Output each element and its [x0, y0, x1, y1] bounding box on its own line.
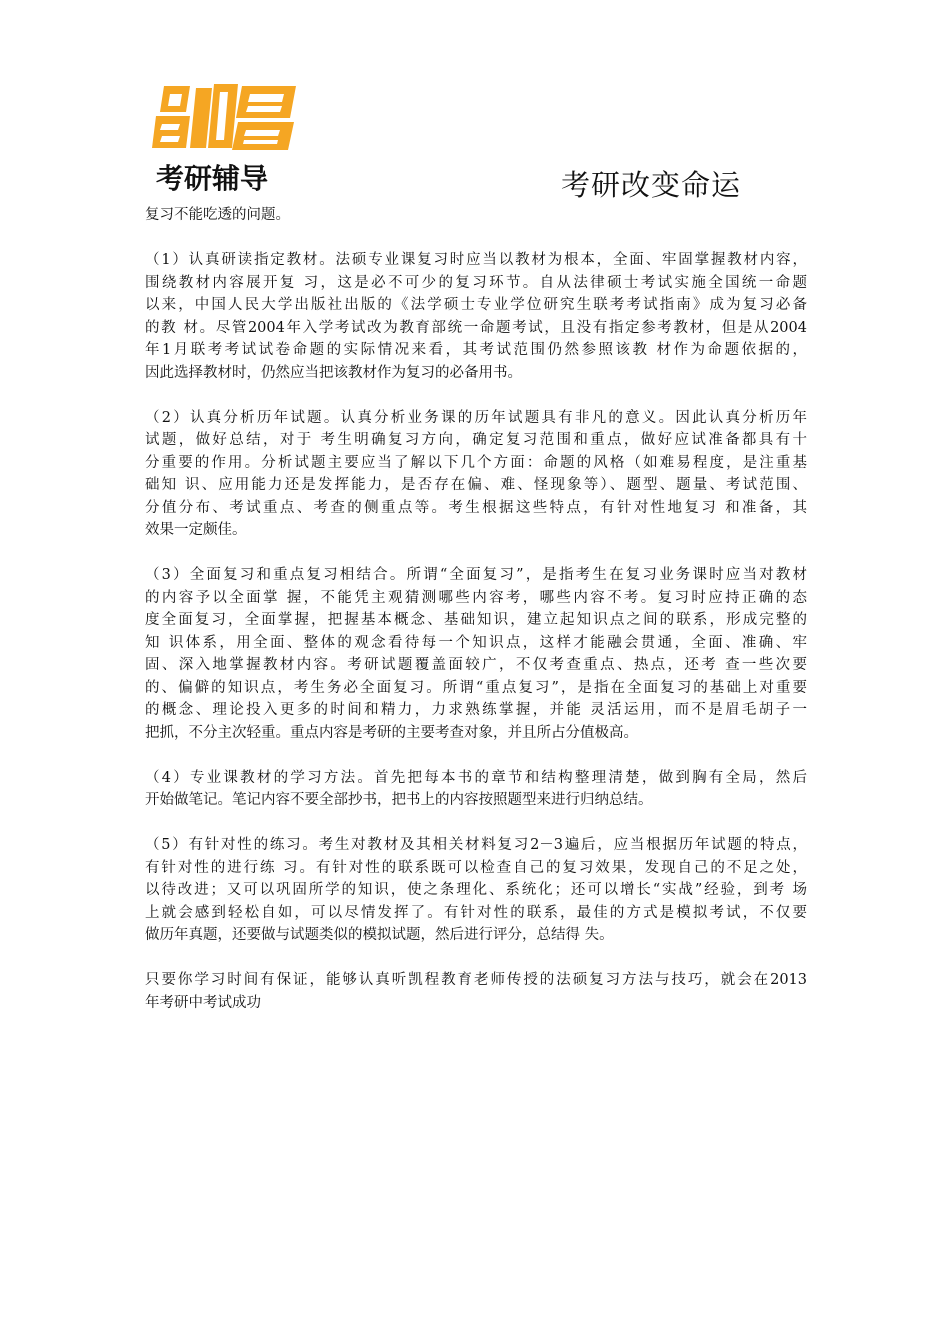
text-line: 的概念、理论投入更多的时间和精力，力求熟练掌握，并能 灵活运用，而不是眉毛胡子一	[145, 702, 807, 718]
text-line: （2）认真分析历年试题。认真分析业务课的历年试题具有非凡的意义。因此认真分析历年	[145, 409, 807, 426]
text-line: 年1月联考考试试卷命题的实际情况来看，其考试范围仍然参照该教 材作为命题依据的，	[145, 342, 807, 358]
text-line: 围绕教材内容展开复 习，这是必不可少的复习环节。自从法律硕士考试实施全国统一命题	[145, 274, 807, 291]
text-line: 以待改进；又可以巩固所学的知识，使之条理化、系统化；还可以增长“实战”经验，到考 场	[145, 882, 807, 898]
text-line: 的、偏僻的知识点，考生务必全面复习。所谓“重点复习”，是指在全面复习的基础上对重要	[145, 679, 807, 696]
text-line: 试题，做好总结，对于 考生明确复习方向，确定复习范围和重点，做好应试准备都具有十	[145, 432, 807, 448]
paragraph-1	[145, 249, 807, 384]
text-line: 开始做笔记。笔记内容不要全部抄书，把书上的内容按照题型来进行归纳总结。	[145, 792, 653, 808]
paragraph-3	[145, 564, 807, 744]
paragraph-intro	[145, 204, 807, 227]
text-line: 的内容予以全面掌 握，不能凭主观猜测哪些内容考，哪些内容不考。复习时应持正确的态	[145, 589, 807, 606]
text-line: （4）专业课教材的学习方法。首先把每本书的章节和结构整理清楚，做到胸有全局，然后	[145, 769, 807, 786]
logo-subtitle: 考研辅导	[156, 162, 269, 195]
page-slogan: 考研改变命运	[561, 168, 742, 202]
kaicheng-logo	[150, 78, 300, 198]
paragraph-5	[145, 834, 807, 947]
text-line: 知 识体系，用全面、整体的观念看待每一个知识点，这样才能融会贯通，全面、准确、牢	[145, 634, 807, 651]
text-line: 有针对性的进行练 习。有针对性的联系既可以检查自己的复习效果，发现自己的不足之处，	[145, 859, 807, 876]
text-line: 度全面复习，全面掌握，把握基本概念、基础知识，建立起知识点之间的联系，形成完整的	[145, 612, 807, 628]
text-line: 做历年真题，还要做与试题类似的模拟试题，然后进行评分，总结得 失。	[145, 927, 614, 943]
text-line: 因此选择教材时，仍然应当把该教材作为复习的必备用书。	[145, 364, 522, 381]
text-line: 分重要的作用。分析试题主要应当了解以下几个方面：命题的风格（如难易程度，是注重基	[145, 454, 807, 471]
text-line: （1）认真研读指定教材。法硕专业课复习时应当以教材为根本，全面、牢固掌握教材内容，	[145, 252, 807, 268]
paragraph-4	[145, 767, 807, 812]
text-line: （3）全面复习和重点复习相结合。所谓“全面复习”，是指考生在复习业务课时应当对教材	[145, 567, 807, 583]
paragraph-conclusion	[145, 969, 807, 1014]
text-line: 年考研中考试成功	[145, 994, 261, 1011]
text-line: 础知 识、应用能力还是发挥能力，是否存在偏、难、怪现象等）、题型、题量、考试范围、	[145, 477, 807, 493]
text-line: 只要你学习时间有保证，能够认真听凯程教育老师传授的法硕复习方法与技巧，就会在2013	[145, 972, 807, 988]
text-line: 把抓，不分主次轻重。重点内容是考研的主要考查对象，并且所占分值极高。	[145, 724, 638, 741]
paragraph-2	[145, 407, 807, 542]
text-line: 的教 材。尽管2004年入学考试改为教育部统一命题考试，且没有指定参考教材，但是从2004	[145, 319, 807, 336]
text-line: 固、深入地掌握教材内容。考研试题覆盖面较广，不仅考查重点、热点，还考 查一些次要	[145, 657, 807, 673]
text-line: 以来，中国人民大学出版社出版的《法学硕士专业学位研究生联考考试指南》成为复习必备	[145, 297, 807, 313]
text-line: （5）有针对性的练习。考生对教材及其相关材料复习2－3遍后，应当根据历年试题的特点，	[145, 837, 807, 853]
document-body	[145, 204, 807, 1014]
text-line: 分值分布、考试重点、考查的侧重点等。考生根据这些特点，有针对性地复习 和准备，其	[145, 499, 807, 516]
text-line: 效果一定颇佳。	[145, 522, 247, 538]
text-line: 上就会感到轻松自如，可以尽情发挥了。有针对性的联系，最佳的方式是模拟考试，不仅要	[145, 904, 807, 921]
text-line: 复习不能吃透的问题。	[145, 207, 290, 223]
